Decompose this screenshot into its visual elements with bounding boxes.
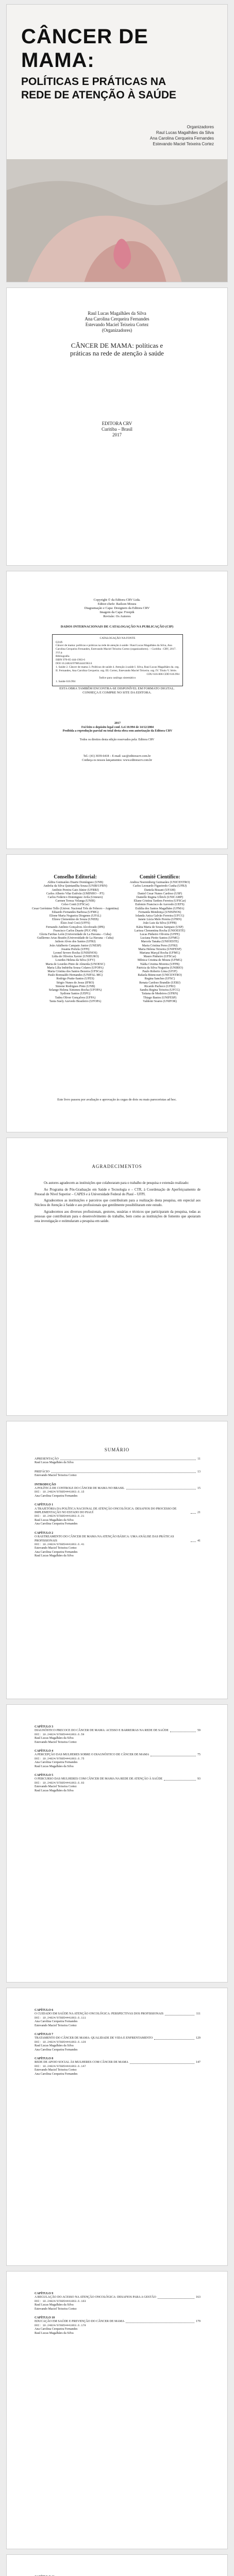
leader-dots	[191, 1513, 196, 1514]
summary-chapter-page: 75	[197, 1753, 200, 1757]
summary-page-2	[6, 1704, 228, 1982]
summary-entry-row	[35, 1753, 200, 1757]
editorial-council-page	[6, 854, 228, 1132]
summary-chapter-entry[interactable]	[35, 1532, 200, 1558]
summary-entry-page: 13	[197, 1470, 200, 1473]
summary-chapter-entry[interactable]	[35, 2009, 200, 2028]
summary-chapter-page: 59	[197, 1729, 200, 1733]
summary-chapter-author: Estevando Maciel Teixeira Cortez	[35, 2069, 77, 2072]
summary-chapter-author: Estevando Maciel Teixeira Cortez	[35, 2024, 77, 2027]
summary-chapter-entry[interactable]	[35, 1774, 200, 1793]
council-member: Lídia de Oliveira Xavier (UNIEURO)	[52, 955, 99, 959]
council-member: Leonel Severo Rocha (UNISINOS)	[53, 952, 97, 955]
council-member: Carmen Tereza Velanga (UNIR)	[55, 900, 95, 903]
summary-chapter-author: Ana Carolina Cerqueira Fernandes	[35, 1550, 78, 1554]
rights-reproduction: Proibida a reprodução parcial ou total desta obra sem autorização da Editora CRV	[62, 730, 173, 733]
summary-chapter-doi: DOI: 10.24824/978854441963.6.93	[35, 1781, 85, 1785]
summary-chapter-title: O RASTREAMENTO DO CÂNCER DE MAMA NA ATENÇÃO BÁSICA: UMA ANÁLISE DAS PRÁTICAS PROFISSIONAIS	[35, 1535, 174, 1543]
publisher-name: EDITORA CRV	[102, 421, 132, 426]
council-member: Elione Maria Nogueira Diogenes (UFAL)	[49, 914, 102, 918]
title-page-organizer-1: Raul Lucas Magalhães da Silva	[88, 311, 146, 316]
leader-dots	[191, 1541, 196, 1542]
summary-chapter-author: Estevando Maciel Teixeira Cortez	[35, 1785, 77, 1789]
publisher-website: Conheça os nossos lançamentos: www.editoracrv.com.br	[81, 758, 153, 762]
council-member: Paulo Roberto Lima (UFJF)	[142, 970, 177, 974]
scientific-committee	[116, 875, 204, 1004]
summary-chapter-title: O PERCURSO DAS MULHERES COM CÂNCER DE MAMA NA REDE DE ATENÇÃO À SAÚDE	[35, 1777, 163, 1781]
summary-entry-row	[35, 1487, 200, 1490]
council-member: Paulo Romualdo Hernandes (UNIFAL-MG)	[47, 974, 103, 977]
cover-image-line: Imagem da Capa: Freepik	[99, 611, 135, 614]
council-member: Maria Lília Imbiriba Sousa Colares (UFOPA)	[47, 966, 104, 970]
catalog-doi: DOI 10.24824/978854441963.6	[56, 662, 92, 665]
summary-chapter-entry[interactable]	[35, 1725, 200, 1744]
council-member: Thiago Bastos (UNIFESP)	[143, 996, 177, 999]
summary-chapter-doi: DOI: 10.24824/978854441963.6.59	[35, 1733, 85, 1736]
summary-chapter-number: CAPÍTULO 4	[35, 1750, 54, 1753]
council-member: Daniela Bissani (UFAM)	[144, 888, 176, 892]
catalog-class: CDU 616-006 CDD 616.994	[146, 673, 179, 676]
council-member: João Luiz da Silva (UFPB)	[143, 922, 177, 925]
summary-chapter-author: Ana Carolina Cerqueira Fernandes	[35, 1761, 78, 1765]
summary-chapter-title: A TRAJETÓRIA DA POLÍTICA NACIONAL DE ATENÇÃO ONCOLÓGICA: DESAFIOS DO PROCESSO DE IMPLEMENTAÇÃO NO ESTADO DO PIAUÍ	[35, 1507, 177, 1515]
summary-chapter-title: A PERCEPÇÃO DAS MULHERES SOBRE O DIAGNÓSTICO DE CÂNCER DE MAMA	[35, 1753, 149, 1757]
summary-chapters-2	[35, 1725, 200, 1798]
council-member: Fernanda Mendonça (UNISINOS)	[138, 910, 181, 914]
peer-review-note-line1: Este livro passou por avaliação e aprovação às cegas de dois ou mais pareceristas ad hoc.	[57, 1098, 177, 1101]
title-page-organizers-label: (Organizadores)	[102, 328, 132, 333]
summary-chapter-page: 41	[197, 1539, 200, 1543]
council-member: Sydione Santos (UEPG)	[60, 992, 91, 996]
summary-entry-author: Ana Carolina Cerqueira Fernandes	[35, 1494, 78, 1498]
summary-chapter-author: Raul Lucas Magalhães da Silva	[35, 1554, 74, 1558]
editorial-council	[31, 875, 119, 1004]
council-member: Eufemio Francisco de Azevedo (UEFS)	[135, 903, 185, 907]
summary-entry-row	[35, 1458, 200, 1461]
summary-chapters-4	[35, 2292, 200, 2341]
summary-chapter-doi: DOI: 10.24824/978854441963.6.21	[35, 1515, 85, 1518]
council-member: Eduardo Fernandes Barbosa (UFMG)	[52, 910, 99, 914]
summary-chapter-number: CAPÍTULO 6	[35, 2009, 54, 2012]
catalog-code: C215	[56, 640, 63, 644]
summary-title: SUMÁRIO	[104, 1447, 130, 1452]
digital-notice	[7, 687, 227, 695]
title-page-publisher	[7, 421, 227, 438]
acknowledgements-text	[35, 1181, 200, 1226]
summary-chapter-author: Estevando Maciel Teixeira Cortez	[35, 1740, 77, 1744]
council-member: Ricardo Pacheco (UFRJ)	[144, 985, 175, 988]
council-member: Lucas Pinheiro Oliveira (UFPE)	[140, 933, 180, 937]
leader-dots	[154, 2039, 194, 2040]
summary-chapter-author: Raul Lucas Magalhães da Silva	[35, 1789, 74, 1792]
cover-title-line1: CÂNCER DE	[21, 25, 148, 48]
summary-entry-label: INTRODUÇÃO	[35, 1483, 56, 1486]
summary-list	[35, 1458, 200, 1564]
council-member: Tadeu Oliver Gonçalves (UFPA)	[55, 996, 96, 999]
council-member: Élsio José Corá (UFFS)	[60, 922, 90, 925]
council-member: Eulália dos Santos Magalhães (UFMA)	[135, 907, 185, 910]
council-member: João Adalberto Campato Junior (UNESP)	[49, 944, 102, 947]
summary-chapter-title: A REGULAÇÃO DO ACESSO NA ATENÇÃO ONCOLÓGICA: DESAFIOS PARA A GESTÃO	[35, 2296, 156, 2299]
summary-page-3	[6, 1988, 228, 2266]
council-member: Cesar Gerónimo Tello (Univer. Nacional Três de Febrero – Argentina)	[31, 907, 119, 910]
cover-organizer-3: Estevando Maciel Teixeira Cortez	[153, 142, 214, 146]
council-member: Lourdes Helena da Silva (UFV)	[55, 959, 95, 962]
summary-entry-author: Estevando Maciel Teixeira Cortez	[35, 1474, 77, 1478]
summary-entry-row	[35, 1535, 200, 1543]
summary-chapter-author: Raul Lucas Magalhães da Silva	[35, 1737, 74, 1740]
summary-chapter-title: REDE DE APOIO SOCIAL ÀS MULHERES COM CÂNCER DE MAMA	[35, 2061, 128, 2064]
council-member: Larissa Clementina Rocha (UNIOESTE)	[134, 929, 186, 933]
title-page-organizers	[7, 311, 227, 333]
summary-chapter-author: Ana Carolina Cerqueira Fernandes	[35, 1522, 78, 1526]
summary-chapter-page: 179	[196, 2320, 200, 2324]
summary-chapters-1	[35, 1503, 200, 1558]
council-member: Tania Suely Azevedo Brasileiro (UFOPA)	[49, 999, 102, 1003]
catalog-isbn: ISBN 978-85-444-1963-6	[56, 658, 85, 662]
summary-entry-row	[35, 1507, 200, 1515]
council-member: Luciana Piotto Santos (UFMG)	[140, 937, 179, 940]
leader-dots	[130, 2063, 194, 2064]
rights-legal-deposit: Foi feito o depósito legal conf. Lei 10.994 de 14/12/2004	[81, 725, 154, 729]
summary-entry-title: A POLÍTICA DE CONTROLE DO CÂNCER DE MAMA NO BRASIL	[35, 1487, 125, 1490]
council-member: Carlos Alberto Vilar Estêvão (UMINHO – PT)	[46, 892, 105, 895]
summary-chapter-entry[interactable]	[35, 2316, 200, 2335]
digital-notice-line1: ESTA OBRA TAMBÉM ENCONTRA-SE DISPONÍVEL EM FORMATO DIGITAL.	[59, 687, 175, 690]
council-member: Renata Cardoso Brandão (UERJ)	[139, 981, 180, 985]
summary-chapter-doi: DOI: 10.24824/978854441963.6.41	[35, 1543, 85, 1546]
summary-chapter-author: Ana Carolina Cerqueira Fernandes	[35, 2048, 78, 2052]
catalog-subjects: 1. Saúde 2. Câncer de mama 3. Políticas de saúde 4. Atenção à saúde I. Silva, Raul Lucas Magalhães da. org. II. Fernandes, Ana Carolina Cerqueira. org. III. Cortez, Estevando Maciel Teixeira. org. IV. Título V. Série.	[56, 666, 179, 672]
summary-entry-row	[35, 2061, 200, 2064]
summary-chapter-author: Raul Lucas Magalhães da Silva	[35, 1765, 74, 1768]
summary-chapters-3	[35, 2009, 200, 2081]
acknowledgements-paragraph: Ao Programa de Pós-Graduação em Saúde e Tecnologia e – CTR, à Coordenação de Aperfeiçoamento de Pessoal de Nível Superior – CAPES e à Universidade Federal do Piauí – UFPI.	[35, 1188, 200, 1196]
summary-page-1	[6, 1421, 228, 1699]
acknowledgements-paragraph: Os autores agradecem as instituições que colaboraram para o trabalho de pesquisa e extensão realizado:	[44, 1181, 189, 1185]
summary-chapter-number: CAPÍTULO 2	[35, 1531, 54, 1535]
summary-chapter-title: DIAGNÓSTICO PRECOCE DO CÂNCER DE MAMA: ACESSO E BARREIRAS NA REDE DE SAÚDE	[35, 1729, 169, 1733]
summary-entry-row	[35, 2296, 200, 2299]
summary-chapter-doi: DOI: 10.24824/978854441963.6.129	[35, 2040, 86, 2044]
design-line: Diagramação e Capa: Designers da Editora CRV	[84, 606, 150, 610]
council-member: Tatiana de Medeiros (UFRN)	[141, 992, 178, 996]
summary-entry-row	[35, 2320, 200, 2324]
summary-chapter-title: EDUCAÇÃO EM SAÚDE E PREVENÇÃO DO CÂNCER DE MAMA	[35, 2320, 125, 2324]
cover-organizers	[150, 124, 214, 147]
rights-reserved: Todos os direitos desta edição reservados pela: Editora CRV	[79, 738, 155, 741]
council-member: Fernando Antônio Gonçalves Alcoforado (IPB)	[46, 925, 105, 929]
summary-chapter-author: Ana Carolina Cerqueira Fernandes	[35, 2072, 78, 2076]
council-member: Francisco Carlos Duarte (PUC-PR)	[53, 929, 97, 933]
summary-entry-title: APRESENTAÇÃO	[35, 1458, 59, 1461]
title-page-title	[7, 342, 227, 357]
editor-line: Editor-chefe: Railson Moura	[97, 602, 137, 606]
title-page-title-line2: práticas na rede de atenção à saúde	[70, 349, 164, 357]
summary-chapter-author: Raul Lucas Magalhães da Silva	[35, 1518, 74, 1522]
council-member: Josania Portela (UFPI)	[61, 947, 90, 951]
summary-page-5	[6, 2554, 228, 2576]
title-page	[6, 287, 228, 566]
summary-chapter-number: CAPÍTULO 8	[35, 2057, 54, 2061]
council-member: Solange Helena Ximenes-Rocha (UFOPA)	[48, 989, 102, 992]
cover-organizer-1: Raul Lucas Magalhães da Silva	[156, 130, 214, 135]
council-member: Maria Cristina dos Santos Bezerra (UFSCar)	[47, 970, 103, 974]
summary-chapter-title: TRATAMENTO DO CÂNCER DE MAMA: QUALIDADE DE VIDA E ENFRENTAMENTO	[35, 2037, 153, 2040]
catalog-heading: DADOS INTERNACIONAIS DE CATALOGAÇÃO NA PUBLICAÇÃO (CIP)	[60, 625, 174, 629]
council-member: Celso Conti (UFSCar)	[61, 903, 89, 907]
council-member: Danielle Regina Ullrich (UNICAMP)	[136, 896, 183, 900]
review-line: Revisão: Os Autores	[103, 615, 131, 618]
book-cover	[6, 4, 228, 282]
summary-chapter-doi: DOI: 10.24824/978854441963.6.147	[35, 2064, 86, 2068]
council-member: Simone Rodrigues Pinto (UNB)	[55, 985, 95, 988]
summary-entry[interactable]	[35, 1483, 200, 1499]
acknowledgements-title: AGRADECIMENTOS	[92, 1164, 142, 1169]
copyright-line: Copyright © da Editora CRV Ltda.	[93, 598, 141, 602]
summary-chapter-entry[interactable]	[35, 1750, 200, 1769]
summary-chapter-author: Ana Carolina Cerqueira Fernandes	[35, 2328, 78, 2331]
summary-entry-row	[35, 2012, 200, 2016]
summary-entry-doi: DOI: 10.24824/978854441963.6.15	[35, 1490, 85, 1494]
leader-dots	[158, 2298, 194, 2299]
summary-chapter-author: Raul Lucas Magalhães da Silva	[35, 2044, 74, 2048]
council-member: Maria Cristina Peres (UFRJ)	[142, 944, 178, 947]
summary-chapter-doi: DOI: 10.24824/978854441963.6.179	[35, 2324, 86, 2327]
council-member: Antônio Pereira Gaio Júnior (UFRRJ)	[52, 888, 99, 892]
summary-chapter-page: 129	[196, 2037, 200, 2040]
cover-subtitle-line1: POLÍTICAS E PRÁTICAS NA	[21, 76, 166, 88]
summary-entry[interactable]	[35, 1458, 200, 1465]
council-member: Eliane Cristina Tardem Ferreira (UFSCar)	[133, 900, 186, 903]
scientific-committee-title: Comitê Científico:	[139, 874, 180, 880]
catalog-index-label: Índice para catálogo sistemático	[99, 676, 136, 680]
summary-entry-row	[35, 1729, 200, 1733]
council-member: Rafaela Bitencourt (UNICENTRO)	[138, 974, 182, 977]
summary-entry[interactable]	[35, 1470, 200, 1478]
summary-chapter-number: CAPÍTULO 9	[35, 2292, 54, 2295]
cover-photo	[7, 159, 228, 282]
council-member: Janete Lúcia Melo Pereira (UFRN)	[138, 918, 182, 922]
summary-chapter-page: 111	[196, 2012, 200, 2016]
council-member: Marcela Tanaka (UNIOESTE)	[141, 940, 179, 944]
summary-chapter-author: Estevando Maciel Teixeira Cortez	[35, 1547, 77, 1550]
council-member: Andréia da Silva Quintanilha Sousa (UNIR/UFRN)	[43, 885, 107, 888]
cover-organizers-label: Organizadores	[187, 125, 214, 129]
summary-chapter-number: CAPÍTULO 3	[35, 1725, 54, 1728]
council-member: Regina Sanches (UFSC)	[144, 977, 175, 981]
summary-entry-page: 15	[197, 1487, 200, 1490]
council-member: Sérgio Nunes de Jesus (IFRO)	[56, 981, 94, 985]
summary-chapter-page: 93	[197, 1777, 200, 1781]
title-page-organizer-2: Ana Carolina Cerqueira Fernandes	[85, 316, 149, 321]
summary-page-4	[6, 2271, 228, 2549]
summary-chapter-entry[interactable]	[35, 2292, 200, 2311]
peer-review-note	[7, 1098, 227, 1102]
council-member: Valdenir Soares (UNIFOR)	[143, 999, 177, 1003]
council-member: Maria de Lourdes Pinto de Almeida (UNOESC)	[45, 962, 105, 966]
council-member: Nádia Cristina Moreira (UFPB)	[140, 962, 180, 966]
cover-title-line2: MAMA:	[21, 49, 95, 72]
council-member: Carlos Leonardo Figueiredo Cunha (UFRJ)	[132, 885, 187, 888]
council-member: Daniel Cesar Nunes Cardoso (USP)	[138, 892, 182, 895]
summary-chapter-doi: DOI: 10.24824/978854441963.6.75	[35, 1757, 85, 1760]
rights-year: 2017	[114, 722, 121, 725]
summary-chapter-entry[interactable]	[35, 1503, 200, 1526]
catalog-box	[52, 634, 183, 686]
summary-chapter-number: CAPÍTULO 7	[35, 2033, 54, 2037]
scientific-committee-list	[116, 881, 204, 1004]
council-member: Mônica Cristina de Moura (UFMG)	[137, 959, 182, 962]
catalog-bibliography: Bibliografia	[56, 655, 70, 658]
council-member: Elizeu Clementino de Souza (UNEB)	[52, 918, 98, 922]
summary-chapter-page: 147	[196, 2061, 200, 2064]
council-member: Mauro Pinheiro (UFSCar)	[143, 955, 176, 959]
council-member: Sandra Regina Teixeira (UFCG)	[140, 989, 180, 992]
council-member: Guillermo Arias Beatón (Universidade de La Havana – Cuba)	[37, 937, 114, 940]
leader-dots	[51, 1472, 196, 1473]
summary-chapter-number: CAPÍTULO 1	[35, 1503, 54, 1507]
leader-dots	[164, 1780, 196, 1781]
summary-chapter-title: O CUIDADO EM SAÚDE NA ATENÇÃO ONCOLÓGICA: PERSPECTIVAS DOS PROFISSIONAIS	[35, 2012, 164, 2016]
council-member: Gloria Fariñas León (Universidade de La Havana – Cuba)	[39, 933, 111, 937]
summary-chapter-author: Estevando Maciel Teixeira Cortez	[35, 2307, 77, 2311]
summary-entry-row	[35, 1777, 200, 1781]
council-member: Andrea Noeremberg Guimarães (UNICENTRO)	[129, 881, 190, 885]
catalog-index-entry: 1. Saúde 616.994	[56, 680, 76, 683]
summary-chapter-entry[interactable]	[35, 2057, 200, 2076]
cover-organizer-2: Ana Carolina Cerqueira Fernandes	[149, 136, 214, 141]
publisher-year: 2017	[112, 432, 122, 437]
summary-entry-row	[35, 1470, 200, 1474]
publisher-phone-email: Tel.: (41) 3039-6418 – E-mail: sac@editoracrv.com.br	[83, 755, 151, 758]
summary-chapter-number: CAPÍTULO 10	[35, 2316, 55, 2320]
publisher-city: Curitiba – Brasil	[102, 427, 132, 432]
copyright-credits	[7, 598, 227, 619]
title-page-organizer-3: Estevando Maciel Teixeira Cortez	[85, 322, 149, 327]
summary-chapter-doi: DOI: 10.24824/978854441963.6.163	[35, 2299, 86, 2303]
council-member: Carlos Federico Dominguez Avila (Unieuro)	[47, 896, 103, 900]
catalog-entry: Câncer de mama: políticas e práticas na rede de atenção à saúde / Raul Lucas Magalhães da Silva, Ana Carolina Cerqueira Fernandes, Estevando Maciel Teixeira Cortez (organizadores). – Curitiba : CRV, 2017.	[56, 644, 176, 651]
summary-entry-author: Raul Lucas Magalhães da Silva	[35, 1461, 74, 1465]
publisher-contact	[7, 755, 227, 762]
summary-chapter-author: Ana Carolina Cerqueira Fernandes	[35, 2020, 78, 2024]
summary-chapter-page: 163	[196, 2296, 200, 2299]
digital-notice-line2: CONHEÇA E COMPRE NO SITE DA EDITORA.	[82, 691, 152, 694]
summary-chapter-author: Raul Lucas Magalhães da Silva	[35, 2331, 74, 2335]
editorial-council-title: Conselho Editorial:	[54, 874, 97, 880]
catalog-pages: 212 p.	[56, 651, 63, 654]
summary-entry-page: 11	[197, 1458, 200, 1461]
summary-chapter-entry[interactable]	[35, 2033, 200, 2052]
summary-chapter-doi: DOI: 10.24824/978854441963.6.111	[35, 2016, 86, 2020]
rights-block	[38, 722, 197, 734]
acknowledgements-page	[6, 1138, 228, 1416]
summary-chapter-page: 21	[197, 1511, 200, 1515]
council-member: Kátia Maria de Souza Sampaio (USP)	[136, 925, 183, 929]
catalog-subheading: CATALOGAÇÃO NA FONTE	[99, 637, 136, 640]
council-member: Aldira Guimarães Duarte Domínguez (UNB)	[47, 881, 104, 885]
summary-entry-title: PREFÁCIO	[35, 1470, 50, 1473]
acknowledgements-paragraph: Agradecemos aos diversos profissionais, gestores, usuárias e técnicos que participaram da pesquisa, todas as pessoas que contribuíram para o desenvolvimento do trabalho, bem como as instituições de fomento que apoiaram esta investigação e estimularam a pesquisa em saúde.	[35, 1210, 200, 1223]
council-member: Iolanda Anica Galvão Ferreira (UFCG)	[135, 914, 185, 918]
cover-subtitle-line2: REDE DE ATENÇÃO À SAÚDE	[21, 89, 177, 101]
council-member: Mariana Marçal Rocha (UFMG)	[139, 952, 180, 955]
council-member: Rodrigo Pratte-Santos (UFES)	[56, 977, 94, 981]
summary-chapter-number: CAPÍTULO 5	[35, 1774, 54, 1777]
council-member: Patricia da Silva Nogueira (UNIRIO)	[137, 966, 183, 970]
council-member: Maria Helena Teixeira (UNIFESP)	[138, 947, 181, 951]
title-page-title-line1: CÂNCER DE MAMA: políticas e	[71, 342, 163, 349]
copyright-page	[6, 571, 228, 849]
summary-chapter-author: Raul Lucas Magalhães da Silva	[35, 2303, 74, 2307]
editorial-council-list	[31, 881, 119, 1004]
acknowledgements-paragraph: Agradecemos as instituições e parceiros que contribuíram para a realização desta pesquisa, em especial aos Núcleos de Atenção à Saúde e aos profissionais que gentilmente possibilitaram este estudo.	[35, 1199, 200, 1208]
summary-entry-row	[35, 2037, 200, 2040]
council-member: Jailson Alves dos Santos (UFRJ)	[55, 940, 96, 944]
